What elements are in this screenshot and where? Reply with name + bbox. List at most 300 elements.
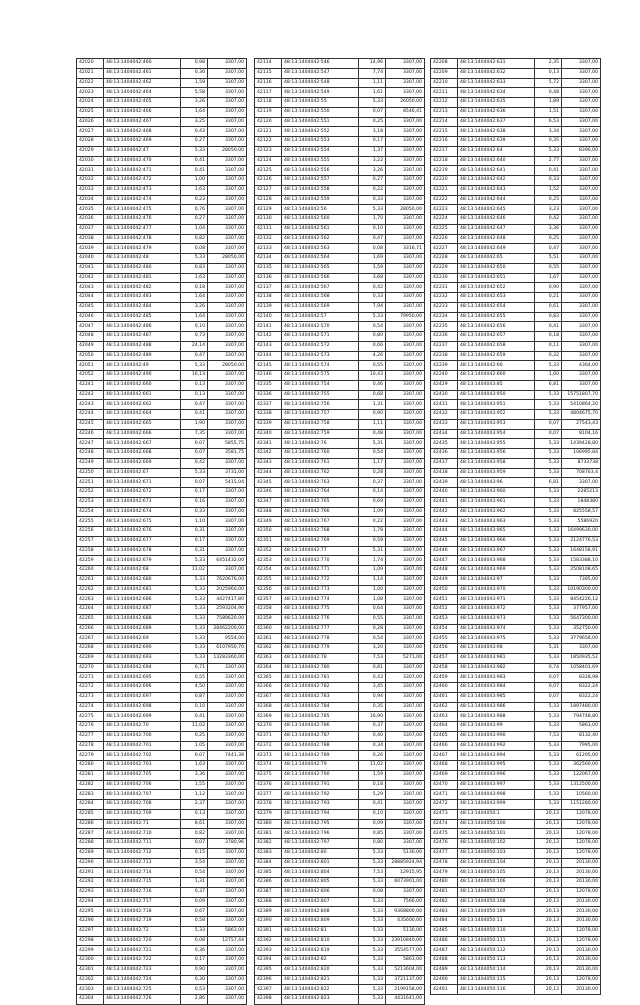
cadastral-number: 48:13:1404042:697 — [104, 692, 181, 702]
table-row — [77, 965, 247, 975]
area-value: 5,33 — [535, 770, 562, 780]
cadastral-number: 48:13:1404042:570 — [282, 322, 359, 332]
cadastral-number: 48:13:1404042:804 — [282, 868, 359, 878]
table-row — [255, 400, 425, 410]
cadastral-number: 48:13:1404043:973 — [458, 614, 535, 624]
area-value: 0,35 — [535, 137, 562, 147]
cadastral-number: 48:13:1404050:104 — [458, 858, 535, 868]
cadastral-number: 48:13:1404042:721 — [104, 946, 181, 956]
cadastral-number: 48:13:1404043:975 — [458, 634, 535, 644]
row-number: 42221 — [431, 185, 458, 195]
cadastral-number: 48:13:1404042:466 — [104, 107, 181, 117]
table-row — [431, 595, 601, 605]
table-row — [431, 926, 601, 936]
area-value: 24,14 — [181, 341, 208, 351]
table-row — [431, 566, 601, 576]
area-value: 5,33 — [181, 556, 208, 566]
table-row — [255, 702, 425, 712]
price-value: 3307,00 — [208, 429, 247, 439]
area-value: 5,33 — [535, 527, 562, 537]
price-value: 8104,16 — [562, 429, 601, 439]
area-value: 0,08 — [181, 244, 208, 254]
price-value: 3307,00 — [562, 283, 601, 293]
cadastral-number: 48:13:1404050:108 — [458, 897, 535, 907]
area-value: 1,00 — [359, 585, 386, 595]
price-value: 3307,00 — [208, 497, 247, 507]
table-row — [431, 848, 601, 858]
cadastral-number: 48:13:1404042:688 — [104, 614, 181, 624]
row-number: 42462 — [431, 702, 458, 712]
table-row — [77, 673, 247, 683]
row-number: 42465 — [431, 731, 458, 741]
area-value: 0,43 — [181, 127, 208, 137]
area-value: 0,64 — [359, 605, 386, 615]
price-value: 3307,00 — [208, 68, 247, 78]
table-row — [77, 205, 247, 215]
area-value: 1,78 — [359, 527, 386, 537]
price-value: 3307,00 — [208, 975, 247, 985]
row-number: 42266 — [77, 624, 104, 634]
area-value: 6,53 — [535, 117, 562, 127]
area-value: 1,64 — [181, 107, 208, 117]
table-row — [431, 800, 601, 810]
area-value: 1,17 — [359, 458, 386, 468]
table-row — [431, 390, 601, 400]
cadastral-number: 48:13:1404042:472 — [104, 176, 181, 186]
cadastral-number: 48:13:1404042:76 — [282, 439, 359, 449]
area-value: 5,33 — [535, 624, 562, 634]
area-value: 5,33 — [359, 917, 386, 927]
price-value: 3307,00 — [208, 897, 247, 907]
cadastral-number: 48:13:1404043:961 — [458, 497, 535, 507]
cadastral-number: 48:13:1404042:791 — [282, 780, 359, 790]
area-value: 5,33 — [535, 400, 562, 410]
cadastral-number: 48:13:1404042:464 — [104, 88, 181, 98]
area-value: 0,13 — [535, 68, 562, 78]
row-number: 42451 — [431, 595, 458, 605]
area-value: 0,43 — [359, 673, 386, 683]
row-number: 42231 — [431, 283, 458, 293]
table-row — [431, 117, 601, 127]
table-row — [77, 634, 247, 644]
table-row — [431, 488, 601, 498]
row-number: 42453 — [431, 614, 458, 624]
table-row — [431, 224, 601, 234]
table-row — [431, 741, 601, 751]
area-value: 0,94 — [359, 692, 386, 702]
row-number: 42374 — [255, 761, 282, 771]
price-value: 12078,00 — [562, 839, 601, 849]
table-row — [77, 731, 247, 741]
cadastral-number: 48:13:1404042:782 — [282, 683, 359, 693]
area-value: 0,47 — [181, 351, 208, 361]
cadastral-number: 48:13:1404042:474 — [104, 195, 181, 205]
row-number: 42394 — [255, 956, 282, 966]
price-value: 3307,00 — [208, 722, 247, 732]
table-row — [431, 527, 601, 537]
row-number: 42145 — [255, 361, 282, 371]
row-number: 42234 — [431, 312, 458, 322]
row-number: 42250 — [77, 468, 104, 478]
table-row — [431, 419, 601, 429]
table-row — [431, 546, 601, 556]
table-1 — [76, 58, 247, 1005]
price-value: 3307,00 — [386, 673, 425, 683]
table-row — [255, 88, 425, 98]
price-value: 7589620,00 — [208, 614, 247, 624]
area-value: 20,13 — [535, 868, 562, 878]
area-value: 1,31 — [181, 878, 208, 888]
table-row — [255, 254, 425, 264]
area-value: 5,33 — [535, 605, 562, 615]
row-number: 42438 — [431, 468, 458, 478]
row-number: 42144 — [255, 351, 282, 361]
area-value: 5,31 — [359, 439, 386, 449]
cadastral-number: 48:13:1404042:469 — [104, 137, 181, 147]
table-row — [431, 770, 601, 780]
table-row — [255, 673, 425, 683]
area-value: 5,33 — [181, 468, 208, 478]
price-value: 7566,00 — [386, 897, 425, 907]
row-number: 42483 — [431, 907, 458, 917]
area-value: 5,33 — [535, 536, 562, 546]
area-value: 3,45 — [359, 683, 386, 693]
price-value: 3731,00 — [208, 468, 247, 478]
area-value: 1,09 — [359, 566, 386, 576]
cadastral-number: 48:13:1404042:678 — [104, 546, 181, 556]
cadastral-number: 48:13:1404043:959 — [458, 468, 535, 478]
area-value: 6,71 — [181, 663, 208, 673]
area-value: 3,25 — [181, 117, 208, 127]
table-row — [77, 478, 247, 488]
area-value: 5,33 — [535, 585, 562, 595]
price-value: 4804675,70 — [562, 410, 601, 420]
area-value: 5,33 — [535, 546, 562, 556]
price-value: 3316,71 — [386, 244, 425, 254]
table-row — [255, 273, 425, 283]
cadastral-number: 48:13:1404043:962 — [458, 507, 535, 517]
price-value: 352750,00 — [562, 624, 601, 634]
row-number: 42225 — [431, 224, 458, 234]
price-value: 3307,00 — [562, 215, 601, 225]
table-row — [77, 59, 247, 69]
row-number: 42290 — [77, 858, 104, 868]
area-value: 0,18 — [359, 780, 386, 790]
table-row — [255, 566, 425, 576]
table-row — [77, 780, 247, 790]
area-value: 20,13 — [535, 917, 562, 927]
cadastral-number: 48:13:1404050:111 — [458, 936, 535, 946]
cadastral-number: 48:13:1404042:710 — [104, 829, 181, 839]
area-value: 1,64 — [181, 293, 208, 303]
price-value: 3307,00 — [386, 790, 425, 800]
row-number: 42269 — [77, 653, 104, 663]
row-number: 42210 — [431, 78, 458, 88]
row-number: 42445 — [431, 536, 458, 546]
table-row — [431, 965, 601, 975]
area-value: 0,54 — [359, 322, 386, 332]
area-value: 5,33 — [535, 780, 562, 790]
price-value: 3307,00 — [562, 322, 601, 332]
row-number: 42277 — [77, 731, 104, 741]
table-row — [77, 556, 247, 566]
price-value: 2025960,00 — [208, 585, 247, 595]
cadastral-number: 48:13:1404050:110 — [458, 926, 535, 936]
price-value: 9554,00 — [208, 634, 247, 644]
table-row — [431, 254, 601, 264]
price-value: 3307,00 — [386, 273, 425, 283]
area-value: 1,10 — [181, 517, 208, 527]
area-value: 20,13 — [535, 878, 562, 888]
cadastral-number: 48:13:1404042:810 — [282, 936, 359, 946]
cadastral-number: 48:13:1404042:546 — [282, 59, 359, 69]
cadastral-number: 48:13:1404043:966 — [458, 536, 535, 546]
row-number: 42032 — [77, 176, 104, 186]
row-number: 42336 — [255, 390, 282, 400]
area-value: 0,90 — [181, 965, 208, 975]
row-number: 42124 — [255, 156, 282, 166]
table-row — [77, 848, 247, 858]
row-number: 42437 — [431, 458, 458, 468]
row-number: 42304 — [77, 995, 104, 1005]
cadastral-number: 48:13:1404042:793 — [282, 800, 359, 810]
cadastral-number: 48:13:1404042:48 — [104, 254, 181, 264]
row-number: 42022 — [77, 78, 104, 88]
cadastral-number: 48:13:1404042:660 — [104, 380, 181, 390]
price-value: 12078,00 — [562, 809, 601, 819]
table-row — [77, 536, 247, 546]
row-number: 42358 — [255, 605, 282, 615]
area-value: 1,61 — [359, 88, 386, 98]
row-number: 42289 — [77, 848, 104, 858]
area-value: 6,81 — [535, 380, 562, 390]
table-row — [77, 468, 247, 478]
cadastral-number: 48:13:1404042:482 — [104, 283, 181, 293]
cadastral-number: 48:13:1404042:780 — [282, 663, 359, 673]
area-value: 3,18 — [359, 127, 386, 137]
price-value: 3307,00 — [208, 117, 247, 127]
row-number: 42375 — [255, 770, 282, 780]
price-value: 3307,00 — [208, 907, 247, 917]
table-row — [431, 195, 601, 205]
area-value: 1,70 — [359, 215, 386, 225]
table-row — [255, 917, 425, 927]
price-value: 3307,00 — [208, 517, 247, 527]
table-row — [431, 712, 601, 722]
cadastral-number: 48:13:1404042:666 — [104, 429, 181, 439]
cadastral-number: 48:13:1404042:679 — [104, 556, 181, 566]
price-value: 1648158,91 — [562, 546, 601, 556]
cadastral-number: 48:13:1404042:687 — [104, 605, 181, 615]
row-number: 42469 — [431, 770, 458, 780]
table-row — [255, 283, 425, 293]
cadastral-number: 48:13:1404042:786 — [282, 722, 359, 732]
table-row — [77, 429, 247, 439]
area-value: 0,32 — [535, 351, 562, 361]
cadastral-number: 48:13:1404042:717 — [104, 897, 181, 907]
cadastral-number: 48:13:1404043:998 — [458, 790, 535, 800]
area-value: 5,33 — [535, 614, 562, 624]
table-row — [255, 449, 425, 459]
table-row — [77, 829, 247, 839]
cadastral-number: 48:13:1404042:633 — [458, 78, 535, 88]
price-value: 3307,00 — [208, 322, 247, 332]
cadastral-number: 48:13:1404042:756 — [282, 400, 359, 410]
table-row — [255, 166, 425, 176]
cadastral-number: 48:13:1404042:766 — [282, 507, 359, 517]
cadastral-number: 48:13:1404042:686 — [104, 595, 181, 605]
area-value: 0,22 — [359, 185, 386, 195]
table-row — [77, 341, 247, 351]
table-row — [77, 98, 247, 108]
table-row — [431, 127, 601, 137]
table-row — [77, 546, 247, 556]
row-number: 42220 — [431, 176, 458, 186]
price-value: 3307,00 — [386, 185, 425, 195]
price-value: 3307,00 — [386, 478, 425, 488]
row-number: 42222 — [431, 195, 458, 205]
cadastral-number: 48:13:1404042:772 — [282, 575, 359, 585]
table-row — [431, 283, 601, 293]
row-number: 42368 — [255, 702, 282, 712]
table-row — [77, 234, 247, 244]
cadastral-number: 48:13:1404042:651 — [458, 273, 535, 283]
price-value: 3307,00 — [386, 283, 425, 293]
cadastral-number: 48:13:1404042:575 — [282, 371, 359, 381]
row-number: 42452 — [431, 605, 458, 615]
price-value: 3307,00 — [562, 176, 601, 186]
area-value: 0,23 — [181, 195, 208, 205]
table-row — [431, 702, 601, 712]
row-number: 42355 — [255, 575, 282, 585]
row-number: 42489 — [431, 965, 458, 975]
area-value: 1,55 — [181, 780, 208, 790]
table-row — [431, 634, 601, 644]
price-value: 3307,00 — [208, 107, 247, 117]
row-number: 42346 — [255, 488, 282, 498]
row-number: 42458 — [431, 663, 458, 673]
cadastral-number: 48:13:1404042:757 — [282, 410, 359, 420]
area-value: 0,07 — [181, 839, 208, 849]
cadastral-number: 48:13:1404050:1 — [458, 809, 535, 819]
cadastral-number: 48:13:1404043:985 — [458, 692, 535, 702]
area-value: 0,27 — [359, 176, 386, 186]
area-value: 1,12 — [181, 790, 208, 800]
cadastral-number: 48:13:1404042:755 — [282, 390, 359, 400]
row-number: 42383 — [255, 848, 282, 858]
area-value: 5,33 — [535, 458, 562, 468]
table-row — [255, 341, 425, 351]
cadastral-number: 48:13:1404042:562 — [282, 234, 359, 244]
row-number: 42302 — [77, 975, 104, 985]
area-value: 0,14 — [359, 488, 386, 498]
area-value: 0,33 — [535, 176, 562, 186]
table-row — [255, 410, 425, 420]
price-value: 7395,00 — [562, 575, 601, 585]
cadastral-number: 48:13:1404042:797 — [282, 839, 359, 849]
table-row — [77, 683, 247, 693]
price-value: 3307,00 — [208, 741, 247, 751]
area-value: 5,33 — [535, 702, 562, 712]
area-value: 5,33 — [181, 146, 208, 156]
row-number: 42373 — [255, 751, 282, 761]
row-number: 42040 — [77, 254, 104, 264]
price-value: 26050,00 — [386, 98, 425, 108]
price-value: 3307,00 — [562, 332, 601, 342]
cadastral-number: 48:13:1404042:787 — [282, 731, 359, 741]
price-value: 3307,00 — [208, 780, 247, 790]
cadastral-number: 48:13:1404042:49 — [104, 361, 181, 371]
row-number: 42363 — [255, 653, 282, 663]
cadastral-number: 48:13:1404042:690 — [104, 644, 181, 654]
area-value: 0,07 — [535, 419, 562, 429]
price-value: 3307,00 — [386, 809, 425, 819]
price-value: 3307,00 — [386, 468, 425, 478]
price-value: 377957,00 — [562, 605, 601, 615]
area-value: 5,33 — [359, 946, 386, 956]
table-row — [255, 351, 425, 361]
price-value: 16499630,00 — [562, 527, 601, 537]
row-number: 42036 — [77, 215, 104, 225]
row-number: 42273 — [77, 692, 104, 702]
cadastral-number: 48:13:1404042:656 — [458, 322, 535, 332]
cadastral-number: 48:13:1404050:116 — [458, 985, 535, 995]
row-number: 42287 — [77, 829, 104, 839]
row-number: 42029 — [77, 146, 104, 156]
price-value: 3307,00 — [386, 614, 425, 624]
price-value: 1583388,10 — [562, 556, 601, 566]
row-number: 42491 — [431, 985, 458, 995]
price-value: 3307,00 — [386, 556, 425, 566]
price-value: 3307,00 — [208, 312, 247, 322]
cadastral-number: 48:13:1404042:773 — [282, 585, 359, 595]
area-value: 0,54 — [359, 449, 386, 459]
row-number: 42228 — [431, 254, 458, 264]
cadastral-number: 48:13:1404042:72 — [104, 926, 181, 936]
table-row — [77, 361, 247, 371]
table-row — [431, 829, 601, 839]
row-number: 42393 — [255, 946, 282, 956]
cadastral-number: 48:13:1404042:801 — [282, 858, 359, 868]
area-value: 0,47 — [359, 234, 386, 244]
area-value: 0,81 — [359, 663, 386, 673]
table-row — [431, 429, 601, 439]
price-value: 2593204,90 — [208, 605, 247, 615]
cadastral-number: 48:13:1404050:105 — [458, 868, 535, 878]
area-value: 5,33 — [535, 800, 562, 810]
area-value: 0,09 — [359, 819, 386, 829]
row-number: 42024 — [77, 98, 104, 108]
table-row — [431, 761, 601, 771]
cadastral-number: 48:13:1404042:78 — [282, 653, 359, 663]
table-row — [255, 839, 425, 849]
price-value: 4427417,80 — [208, 595, 247, 605]
row-number: 42125 — [255, 166, 282, 176]
cadastral-number: 48:13:1404042:558 — [282, 185, 359, 195]
cadastral-number: 48:13:1404042:652 — [458, 283, 535, 293]
area-value: 0,13 — [181, 380, 208, 390]
area-value: 5,33 — [535, 595, 562, 605]
row-number: 42021 — [77, 68, 104, 78]
area-value: 2,35 — [535, 59, 562, 69]
table-row — [255, 488, 425, 498]
cadastral-number: 48:13:1404042:762 — [282, 468, 359, 478]
table-row — [431, 809, 601, 819]
price-value: 3307,00 — [208, 507, 247, 517]
cadastral-number: 48:13:1404042:805 — [282, 878, 359, 888]
area-value: 5,31 — [359, 546, 386, 556]
table-row — [431, 205, 601, 215]
